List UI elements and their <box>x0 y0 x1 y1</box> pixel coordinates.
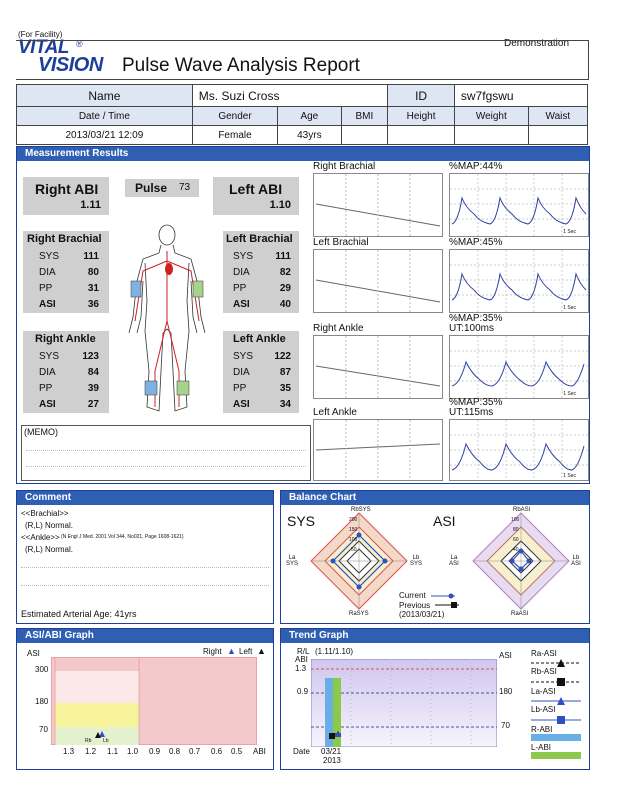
wave-label-ra: Right Ankle <box>313 323 364 334</box>
asi-axis-top: RbASI <box>513 507 531 513</box>
la-dia-value: 87 <box>279 367 291 378</box>
comment-line <box>21 585 269 586</box>
right-abi-box <box>23 177 109 215</box>
val-weight <box>454 126 528 145</box>
la-dia-label: DIA <box>233 367 250 378</box>
sys-axis-top: RbSYS <box>351 507 371 513</box>
la-asi-label: ASI <box>233 399 250 410</box>
legend-lb-asi-marker <box>531 715 581 725</box>
legend-l-abi-swatch <box>531 752 581 759</box>
lb-dia-value: 82 <box>279 267 291 278</box>
sys-point-right <box>383 559 388 564</box>
trend-legend-r-abi: R-ABI <box>531 725 553 734</box>
rb-sys-label: SYS <box>39 251 60 262</box>
right-brachial-title: Right Brachial <box>27 233 102 245</box>
legend-current: Current <box>399 591 426 600</box>
balance-panel <box>280 490 590 624</box>
asi-tick-180: 180 <box>35 697 49 706</box>
registered-mark: ® <box>76 39 83 49</box>
la-pp-label: PP <box>233 383 247 394</box>
sys-tick: 100 <box>349 537 358 543</box>
sec-label: 1 Sec <box>563 473 576 479</box>
lb-dia-label: DIA <box>233 267 250 278</box>
asi-abi-panel <box>16 628 274 770</box>
lb-pp-label: PP <box>233 283 247 294</box>
asi-tick: 60 <box>513 537 519 543</box>
val-age: 43yrs <box>278 126 341 145</box>
asi-tick-70: 70 <box>39 725 48 734</box>
lb-sys-label: SYS <box>233 251 254 262</box>
sys-axis-left: La SYS <box>285 555 298 567</box>
legend-date: (2013/03/21) <box>399 610 445 619</box>
left-cuff-ankle <box>177 381 189 395</box>
legend-right-label: Right <box>203 647 222 656</box>
col-bmi: BMI <box>341 107 388 126</box>
legend-ra-asi-marker <box>531 659 581 667</box>
val-height <box>388 126 455 145</box>
trend-asi-label: ASI <box>499 651 512 660</box>
asi-tick: 40 <box>513 547 519 553</box>
lb-pp-value: 29 <box>279 283 291 294</box>
trend-title: Trend Graph <box>281 629 589 643</box>
trend-year-value: 2013 <box>323 756 341 765</box>
left-abi-label: Left ABI <box>229 181 283 197</box>
memo-line <box>26 450 306 451</box>
legend-current-marker <box>431 593 455 599</box>
trend-legend-lb-asi: Lb-ASI <box>531 705 556 714</box>
triangle-black-icon: ▲ <box>257 646 266 656</box>
trend-tick-70: 70 <box>501 721 510 730</box>
trend-legend-ra-asi: Ra-ASI <box>531 649 557 658</box>
balance-title: Balance Chart <box>281 491 589 505</box>
brand-line2: VISION <box>38 54 103 76</box>
val-gender: Female <box>192 126 277 145</box>
ra-sys-value: 123 <box>82 351 99 362</box>
mode-label: Demonstration <box>504 38 570 49</box>
sys-point-bottom <box>357 585 362 590</box>
asi-axis-right: Lb ASI <box>571 555 581 567</box>
asi-abi-plot <box>51 657 257 745</box>
sys-tick: 50 <box>351 547 357 553</box>
right-abi-value: 1.11 <box>80 199 101 211</box>
sys-point-left <box>331 559 336 564</box>
pressure-trend-la <box>313 419 443 481</box>
comment-title: Comment <box>17 491 273 505</box>
asi-tick-300: 300 <box>35 665 49 674</box>
asi-point-right <box>527 559 532 564</box>
val-waist <box>528 126 587 145</box>
abi-axis-label: ABI <box>253 747 266 756</box>
ankle-tag: <<Ankle>> <box>21 533 60 542</box>
asi-axis-left: La ASI <box>449 555 459 567</box>
waveform-rb <box>449 173 589 237</box>
pressure-trend-rb <box>313 173 443 237</box>
pressure-trend-lb <box>313 249 443 313</box>
brachial-text: (R,L) Normal. <box>25 521 74 530</box>
left-abi-value: 1.10 <box>269 199 291 211</box>
abi-tick: 0.6 <box>211 747 223 756</box>
left-ankle-title: Left Ankle <box>233 333 286 345</box>
triangle-blue-icon: ▲ <box>227 646 236 656</box>
sys-axis-bottom: RaSYS <box>349 611 369 617</box>
brand-line1: VITAL <box>18 37 69 58</box>
ankle-reference: (N Engl J Med. 2001 Vol 344, No021, Page 1608-1621) <box>61 534 184 540</box>
asi-point-bottom <box>519 567 524 572</box>
rb-pp-value: 31 <box>87 283 99 294</box>
lb-asi-label: ASI <box>233 299 250 310</box>
abi-tick: 1.0 <box>127 747 139 756</box>
trend-abi-label: ABI <box>295 655 308 664</box>
id-label: ID <box>388 85 455 107</box>
point-label-rb: Rb <box>85 738 92 744</box>
asi-point-top <box>519 549 524 554</box>
ra-pp-label: PP <box>39 383 53 394</box>
memo-box[interactable] <box>21 425 311 481</box>
trend-lb-marker <box>335 733 341 737</box>
sec-label: 1 Sec <box>563 229 576 235</box>
right-brachial-box <box>23 231 109 313</box>
la-pp-value: 35 <box>279 383 291 394</box>
waveform-la <box>449 419 589 481</box>
lb-sys-value: 111 <box>275 251 291 262</box>
legend-rb-asi-marker <box>531 677 581 687</box>
ra-sys-label: SYS <box>39 351 60 362</box>
right-ankle-title: Right Ankle <box>35 333 96 345</box>
asi-abi-title: ASI/ABI Graph <box>17 629 273 643</box>
abi-tick: 1.2 <box>85 747 97 756</box>
trend-plot <box>311 659 497 747</box>
sys-tick: 200 <box>349 517 358 523</box>
rb-dia-value: 80 <box>87 267 99 278</box>
asi-axis-bottom: RaASI <box>511 611 529 617</box>
comment-panel <box>16 490 274 624</box>
facility-label: (For Facility) <box>18 30 63 39</box>
col-weight: Weight <box>454 107 528 126</box>
wave-map-rb: %MAP:44% <box>449 161 503 172</box>
point-label-lb: Lb <box>103 738 109 744</box>
wave-map-la: %MAP:35% <box>449 397 503 408</box>
rb-dia-label: DIA <box>39 267 56 278</box>
trend-rl-value: (1.11/1.10) <box>315 647 354 656</box>
balance-asi-label: ASI <box>433 513 456 529</box>
comment-line <box>21 567 269 568</box>
trend-date-value: 03/21 <box>321 747 342 756</box>
legend-la-asi-marker <box>531 697 581 705</box>
wave-label-rb: Right Brachial <box>313 161 376 172</box>
name-label: Name <box>17 85 193 107</box>
name-value: Ms. Suzi Cross <box>192 85 387 107</box>
id-value: sw7fgswu <box>454 85 587 107</box>
val-datetime: 2013/03/21 12:09 <box>17 126 193 145</box>
trend-legend-la-asi: La-ASI <box>531 687 556 696</box>
trend-legend-rb-asi: Rb-ASI <box>531 667 557 676</box>
wave-map-lb: %MAP:45% <box>449 237 503 248</box>
trend-rl-label: R/L <box>297 647 310 656</box>
col-age: Age <box>278 107 341 126</box>
la-asi-value: 34 <box>279 399 291 410</box>
abi-tick: 1.3 <box>63 747 75 756</box>
rb-asi-value: 36 <box>87 299 99 310</box>
ra-dia-value: 84 <box>87 367 99 378</box>
abi-tick: 0.8 <box>169 747 181 756</box>
memo-line <box>26 466 306 467</box>
trend-tick-180: 180 <box>499 687 513 696</box>
wave-ut-la: UT:115ms <box>449 407 494 418</box>
trend-tick-13: 1.3 <box>295 664 307 673</box>
trend-panel <box>280 628 590 770</box>
abi-tick: 1.1 <box>107 747 119 756</box>
sec-label: 1 Sec <box>563 391 576 397</box>
memo-label: (MEMO) <box>24 427 58 437</box>
asi-tick: 100 <box>511 517 520 523</box>
right-cuff-ankle <box>145 381 157 395</box>
sys-tick: 150 <box>349 527 358 533</box>
waveform-ra <box>449 335 589 399</box>
ra-pp-value: 39 <box>87 383 99 394</box>
col-datetime: Date / Time <box>17 107 193 126</box>
sec-label: 1 Sec <box>563 305 576 311</box>
val-bmi <box>341 126 388 145</box>
rb-pp-label: PP <box>39 283 53 294</box>
brand-logo <box>18 37 116 77</box>
brachial-tag: <<Brachial>> <box>21 509 69 518</box>
rb-asi-label: ASI <box>39 299 56 310</box>
legend-left-label: Left <box>239 647 253 656</box>
pulse-box <box>125 179 199 197</box>
left-brachial-title: Left Brachial <box>226 233 293 245</box>
measurement-panel <box>16 146 590 484</box>
report-title: Pulse Wave Analysis Report <box>122 55 360 76</box>
trend-date-label: Date <box>293 747 310 756</box>
ra-asi-value: 27 <box>87 399 99 410</box>
right-ankle-box <box>23 331 109 413</box>
body-figure <box>115 221 219 421</box>
trend-tick-09: 0.9 <box>297 687 309 696</box>
waveform-lb <box>449 249 589 313</box>
pulse-label: Pulse <box>135 181 168 195</box>
asi-abi-ylabel: ASI <box>27 649 40 658</box>
patient-info-table <box>16 84 588 145</box>
ra-asi-label: ASI <box>39 399 56 410</box>
sys-axis-right: Lb SYS <box>409 555 422 567</box>
legend-r-abi-swatch <box>531 734 581 741</box>
abi-tick: 0.9 <box>149 747 161 756</box>
left-abi-box <box>213 177 299 215</box>
ankle-text: (R,L) Normal. <box>25 545 74 554</box>
trend-legend-l-abi: L-ABI <box>531 743 552 752</box>
right-cuff-arm <box>131 281 141 297</box>
arterial-age: Estimated Arterial Age: 41yrs <box>21 609 137 619</box>
trend-rb-marker <box>329 733 335 739</box>
abi-tick: 0.5 <box>231 747 243 756</box>
right-abi-label: Right ABI <box>35 181 99 197</box>
asi-point-left <box>510 559 515 564</box>
wave-label-la: Left Ankle <box>313 407 357 418</box>
legend-previous: Previous <box>399 601 431 610</box>
la-sys-label: SYS <box>233 351 254 362</box>
la-sys-value: 122 <box>274 351 291 362</box>
col-height: Height <box>388 107 455 126</box>
left-brachial-box <box>223 231 299 313</box>
balance-sys-label: SYS <box>287 513 316 529</box>
col-gender: Gender <box>192 107 277 126</box>
legend-previous-marker <box>435 602 459 608</box>
pressure-trend-ra <box>313 335 443 399</box>
wave-ut-ra: UT:100ms <box>449 323 495 334</box>
abi-tick: 0.7 <box>189 747 201 756</box>
wave-label-lb: Left Brachial <box>313 237 369 248</box>
rb-sys-value: 111 <box>83 251 99 262</box>
asi-radar-chart <box>461 505 581 623</box>
left-ankle-box <box>223 331 299 413</box>
lb-asi-value: 40 <box>279 299 291 310</box>
col-waist: Waist <box>528 107 587 126</box>
pulse-value: 73 <box>179 182 191 193</box>
wave-map-ra: %MAP:35% <box>449 313 503 324</box>
asi-tick: 80 <box>513 527 519 533</box>
measurement-title: Measurement Results <box>17 147 589 161</box>
ra-dia-label: DIA <box>39 367 56 378</box>
left-cuff-arm <box>193 281 203 297</box>
